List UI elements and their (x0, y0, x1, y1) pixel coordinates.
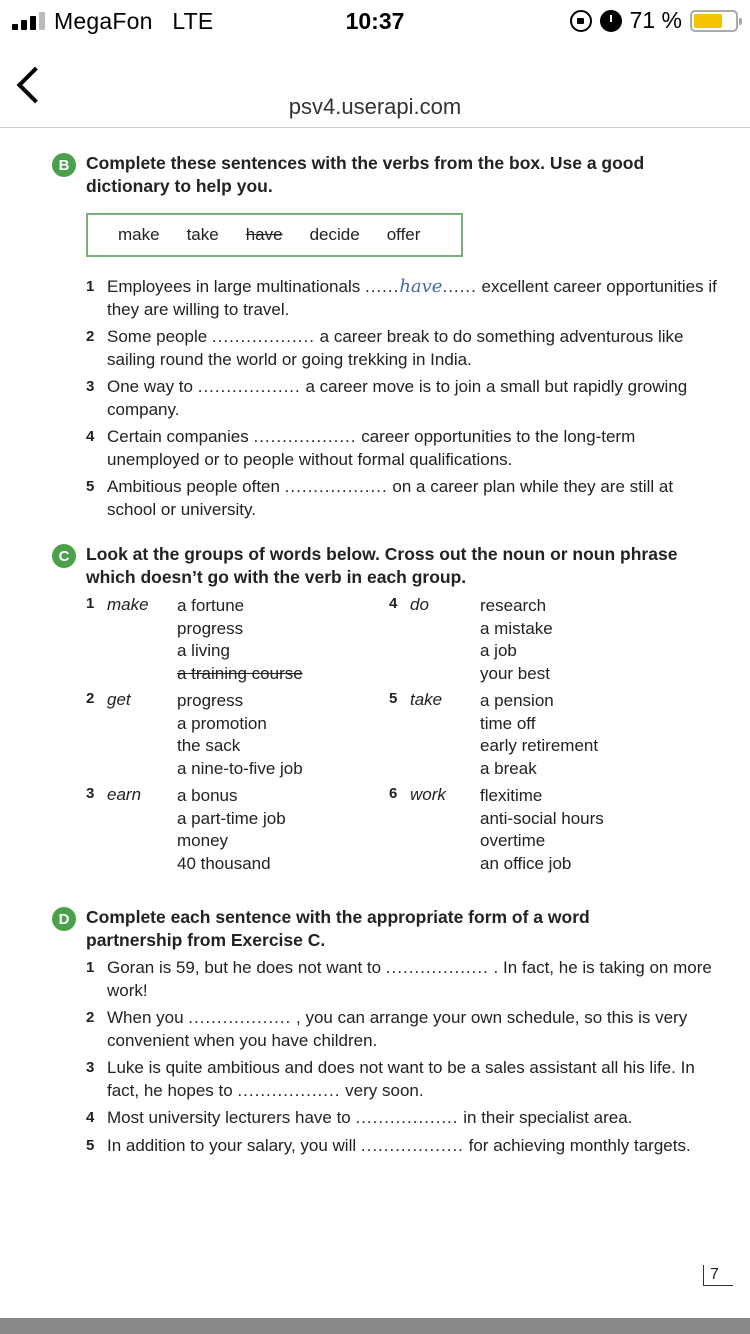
sentence-after: for achieving monthly targets. (463, 1135, 691, 1155)
box-word: offer (386, 225, 421, 244)
group-item: a nine-to-five job (177, 758, 303, 778)
sentence-before: Luke is quite ambitious and does not want to be a sales assistant all his life. In fact, he hopes to (107, 1058, 695, 1100)
group-item: your best (480, 663, 550, 683)
exercise-sentence (86, 476, 717, 521)
sentence-after: a career move is to join a small but rapidly growing company. (107, 377, 688, 419)
sentence-before: Certain companies (107, 427, 254, 446)
sentence-number: 5 (86, 1136, 95, 1154)
blank-dots: ...... (364, 277, 400, 296)
group-item: time off (480, 713, 536, 733)
blank-dots: .................. (284, 477, 388, 496)
group-verb: make (107, 595, 149, 614)
group-item: a pension (480, 691, 554, 710)
alarm-icon (600, 10, 622, 32)
sentence-after: very soon. (340, 1080, 424, 1100)
sentence-number: 3 (86, 1059, 95, 1076)
nav-bar (0, 40, 750, 128)
group-item: a break (480, 758, 537, 778)
sentence-text (107, 957, 717, 1002)
exercise-sentence (86, 1107, 717, 1130)
blank-dots: .................. (197, 377, 301, 396)
exercise-sentence (86, 957, 717, 1002)
sentence-after: . In fact, he is taking on more work! (107, 958, 712, 1000)
status-icons (570, 7, 738, 34)
sentence-after: excellent career opportunities if they are willing to travel. (107, 277, 717, 319)
battery-icon (690, 10, 738, 32)
group-verb: take (410, 690, 443, 709)
box-word: decide (309, 225, 360, 244)
group-item: progress (177, 618, 244, 638)
group-item: money (177, 831, 229, 850)
section-b-header (52, 152, 686, 198)
section-b-badge: B (52, 153, 76, 177)
bottom-toolbar-edge (0, 1318, 750, 1334)
exercise-sentence (86, 276, 717, 321)
group-item: a fortune (177, 596, 245, 615)
sentence-before: Goran is 59, but he does not want to (107, 958, 386, 977)
sentence-number: 4 (86, 1109, 95, 1126)
group-item: a living (177, 641, 230, 660)
battery-percent: 71 % (629, 7, 682, 33)
section-c-title: Look at the groups of words below. Cross out the noun or noun phrase which doesn’t go with the verb in each group. (86, 544, 678, 587)
group-items (177, 785, 286, 875)
group-item: anti-social hours (480, 808, 604, 828)
exercise-sentence (86, 1007, 717, 1052)
sentence-number: 1 (86, 959, 95, 976)
group-item: the sack (177, 736, 241, 755)
group-item: progress (177, 691, 244, 710)
group-item: a job (480, 641, 517, 660)
group-number: 4 (389, 595, 398, 612)
section-c-header (52, 543, 686, 589)
sentence-before: When you (107, 1008, 189, 1027)
sentence-before: Most university lecturers have to (107, 1108, 356, 1127)
blank-dots: ...... (442, 277, 477, 296)
group-verb: get (107, 690, 131, 709)
handwritten-answer: have (399, 276, 443, 297)
carrier-name: MegaFon (54, 8, 153, 34)
sentence-number: 5 (86, 478, 95, 495)
section-c-badge: C (52, 544, 76, 568)
group-item: a training course (177, 663, 303, 683)
sentence-number: 2 (86, 1009, 95, 1026)
sentence-before: Some people (107, 327, 212, 346)
document-image (0, 129, 750, 1319)
group-items (177, 690, 303, 780)
section-d-sentences (86, 957, 717, 1162)
blank-dots: .................. (385, 958, 489, 977)
sentence-text (107, 1107, 717, 1130)
box-word: make (118, 225, 160, 244)
sentence-after: in their specialist area. (458, 1108, 633, 1127)
orientation-lock-icon (570, 10, 592, 32)
group-verb: work (410, 785, 446, 804)
exercise-sentence (86, 1135, 717, 1158)
sentence-number: 2 (86, 328, 95, 345)
sentence-before: Ambitious people often (107, 477, 285, 496)
clock: 10:37 (345, 8, 405, 34)
sentence-text (107, 376, 717, 421)
sentence-after: , you can arrange your own schedule, so this is very convenient when you have children. (107, 1008, 688, 1050)
sentence-after: on a career plan while they are still at school or university. (107, 477, 674, 519)
group-number: 2 (86, 690, 95, 707)
sentence-after: career opportunities to the long-term unemployed or to people without formal qualifications. (107, 427, 636, 469)
group-number: 3 (86, 785, 95, 802)
exercise-sentence (86, 426, 717, 471)
group-item: a bonus (177, 786, 238, 805)
network-type: LTE (172, 8, 214, 34)
group-item: overtime (480, 831, 546, 850)
verb-box (86, 213, 463, 257)
group-verb: do (410, 595, 429, 614)
group-number: 1 (86, 595, 95, 612)
sentence-before: One way to (107, 377, 198, 396)
group-items (480, 690, 598, 780)
sentence-text (107, 426, 717, 471)
page-number: 7 (703, 1265, 733, 1286)
group-items (480, 595, 553, 685)
word-groups (86, 595, 706, 875)
group-items (480, 785, 604, 875)
section-d-title: Complete each sentence with the appropriate form of a word partnership from Exercise C. (86, 907, 590, 950)
sentence-text (107, 326, 717, 371)
exercise-sentence (86, 376, 717, 421)
group-item: an office job (480, 853, 572, 873)
group-item: flexitime (480, 786, 543, 805)
exercise-sentence (86, 1057, 717, 1102)
sentence-text (107, 276, 717, 321)
sentence-before: In addition to your salary, you will (107, 1135, 361, 1155)
section-b-title: Complete these sentences with the verbs from the box. Use a good dictionary to help you. (86, 153, 645, 196)
group-item: 40 thousand (177, 853, 271, 873)
group-verb: earn (107, 785, 142, 804)
battery-level (694, 14, 722, 28)
group-item: a promotion (177, 713, 267, 733)
blank-dots: .................. (355, 1108, 459, 1127)
group-number: 5 (389, 690, 398, 707)
sentence-text (107, 476, 717, 521)
blank-dots: .................. (253, 427, 357, 446)
sentence-text (107, 1135, 717, 1158)
section-b-sentences (86, 276, 717, 526)
group-item: a part-time job (177, 808, 286, 828)
section-d-header (52, 906, 686, 952)
group-item: research (480, 596, 547, 615)
sentence-number: 4 (86, 428, 95, 445)
group-item: early retirement (480, 736, 599, 755)
sentence-text (107, 1007, 717, 1052)
exercise-sentence (86, 326, 717, 371)
blank-dots: .................. (211, 327, 315, 346)
sentence-number: 3 (86, 378, 95, 395)
group-number: 6 (389, 785, 398, 802)
group-item: a mistake (480, 618, 553, 638)
blank-dots: .................. (188, 1008, 292, 1027)
status-bar (0, 0, 750, 40)
section-d-badge: D (52, 907, 76, 931)
page-url: psv4.userapi.com (288, 94, 462, 119)
box-word: take (186, 225, 219, 244)
group-items (177, 595, 303, 685)
box-word: have (245, 225, 283, 244)
sentence-before: Employees in large multinationals (107, 277, 365, 296)
sentence-text (107, 1057, 717, 1102)
sentence-after: a career break to do something adventurous like sailing round the world or going trekking in India. (107, 327, 684, 369)
blank-dots: .................. (237, 1080, 341, 1100)
sentence-number: 1 (86, 278, 95, 295)
blank-dots: .................. (360, 1135, 464, 1155)
